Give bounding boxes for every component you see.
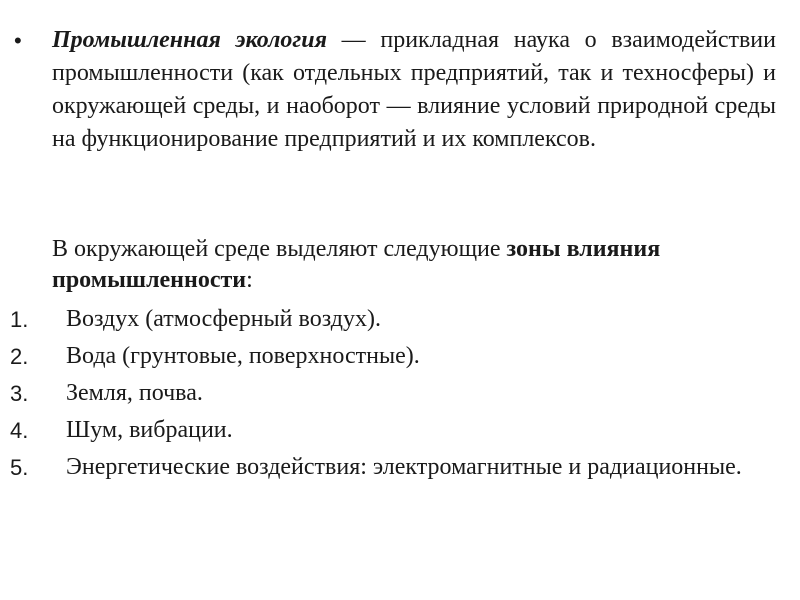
list-item [10,341,770,372]
zones-list [10,304,770,489]
list-item [10,378,770,409]
list-number: 3. [10,381,29,406]
list-item [10,452,770,483]
list-text: Земля, почва. [66,380,203,406]
definition-bullet [14,24,776,156]
list-text: Шум, вибрации. [66,417,233,443]
list-number: 2. [10,344,29,369]
list-text: Воздух (атмосферный воздух). [66,306,381,332]
zones-intro [52,234,776,296]
list-text: Энергетические воздействия: электромагнитные и радиационные. [66,454,742,480]
definition-paragraph [52,24,776,156]
list-item [10,304,770,335]
bullet-icon: • [14,28,22,53]
list-number: 4. [10,418,29,443]
list-text: Вода (грунтовые, поверхностные). [66,343,420,369]
list-item [10,415,770,446]
zones-intro-colon: : [246,267,253,293]
list-number: 5. [10,455,29,480]
zones-intro-bold: зоны влияния промышленности [52,236,661,293]
definition-term: Промышленная экология [52,27,327,53]
definition-text: — прикладная наука о взаимодействии промышленности (как отдельных предприятий, так и техносферы) и окружающей среды, и наоборот — влияние условий природной среды на функционирование предприятий и их комплексов. [52,27,776,152]
zones-intro-text: В окружающей среде выделяют следующие [52,236,507,262]
list-number: 1. [10,307,29,332]
